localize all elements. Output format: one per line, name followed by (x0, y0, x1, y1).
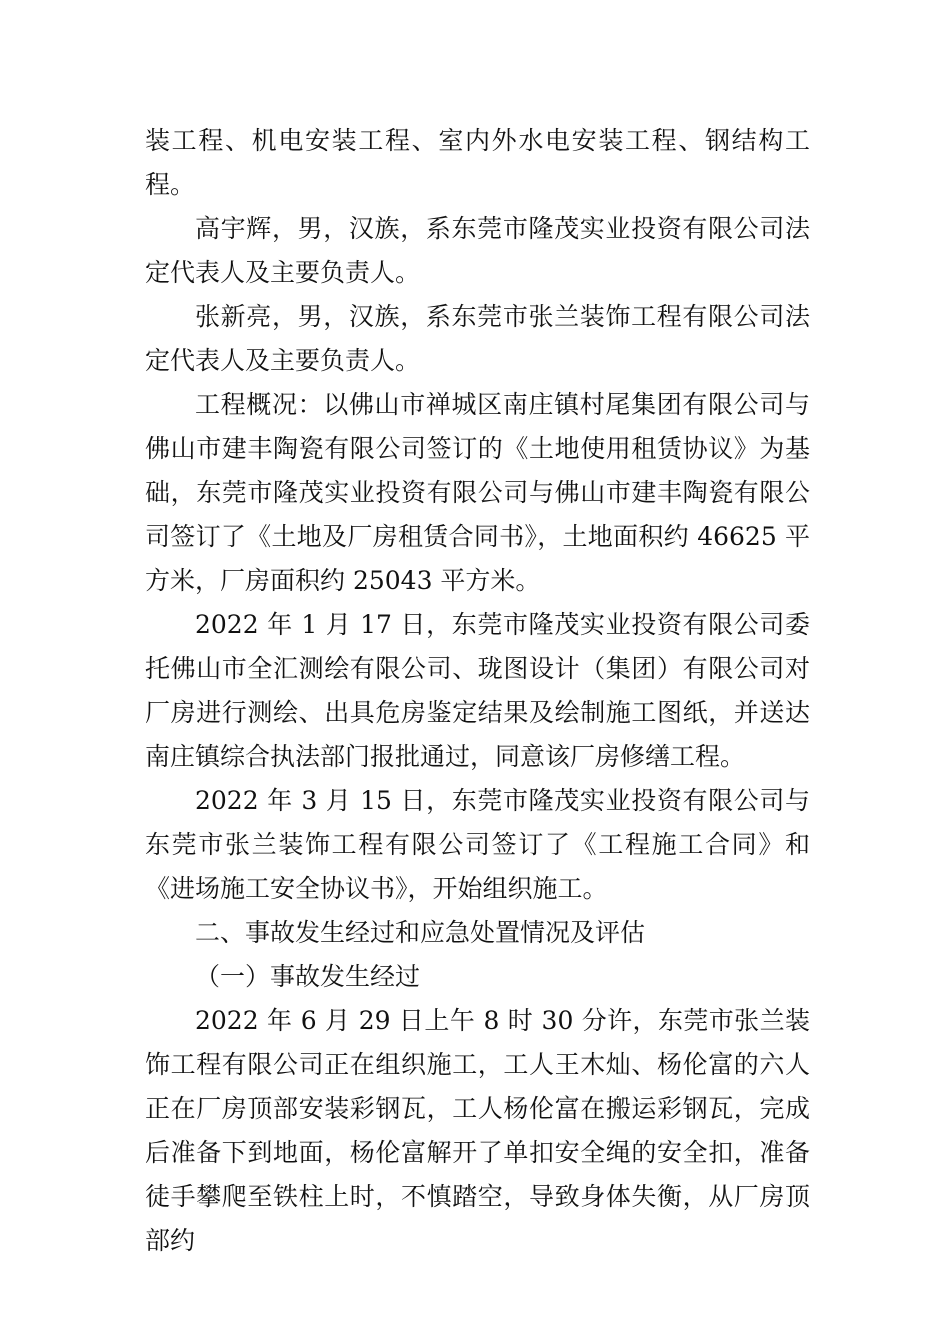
subsection-heading: （一）事故发生经过 (195, 962, 421, 991)
paragraph-gao-yuhui: 高宇辉，男，汉族，系东莞市隆茂实业投资有限公司法定代表人及主要负责人。 (145, 214, 810, 287)
paragraph-project-overview: 工程概况：以佛山市禅城区南庄镇村尾集团有限公司与佛山市建丰陶瓷有限公司签订的《土地使用租赁协议》为基础，东莞市隆茂实业投资有限公司与佛山市建丰陶瓷有限公司签订了《土地及厂房租赁合同书》，土地面积约 46625 平方米，厂房面积约 25043 平方米。 (145, 390, 810, 595)
document-body (145, 119, 810, 1263)
paragraph-mar-15: 2022 年 3 月 15 日，东莞市隆茂实业投资有限公司与东莞市张兰装饰工程有限公司签订了《工程施工合同》和《进场施工安全协议书》，开始组织施工。 (145, 786, 810, 903)
paragraph-jan-17: 2022 年 1 月 17 日，东莞市隆茂实业投资有限公司委托佛山市全汇测绘有限公司、珑图设计（集团）有限公司对厂房进行测绘、出具危房鉴定结果及绘制施工图纸，并送达南庄镇综合执法部门报批通过，同意该厂房修缮工程。 (145, 610, 810, 771)
paragraph-accident-account: 2022 年 6 月 29 日上午 8 时 30 分许，东莞市张兰装饰工程有限公司正在组织施工，工人王木灿、杨伦富的六人正在厂房顶部安装彩钢瓦，工人杨伦富在搬运彩钢瓦，完成后准备下到地面，杨伦富解开了单扣安全绳的安全扣，准备徒手攀爬至铁柱上时，不慎踏空，导致身体失衡，从厂房顶部约 (145, 1006, 810, 1255)
paragraph-continuation: 装工程、机电安装工程、室内外水电安装工程、钢结构工程。 (145, 126, 810, 199)
paragraph-zhang-xinliang: 张新亮，男，汉族，系东莞市张兰装饰工程有限公司法定代表人及主要负责人。 (145, 302, 810, 375)
section-heading: 二、事故发生经过和应急处置情况及评估 (195, 918, 646, 947)
